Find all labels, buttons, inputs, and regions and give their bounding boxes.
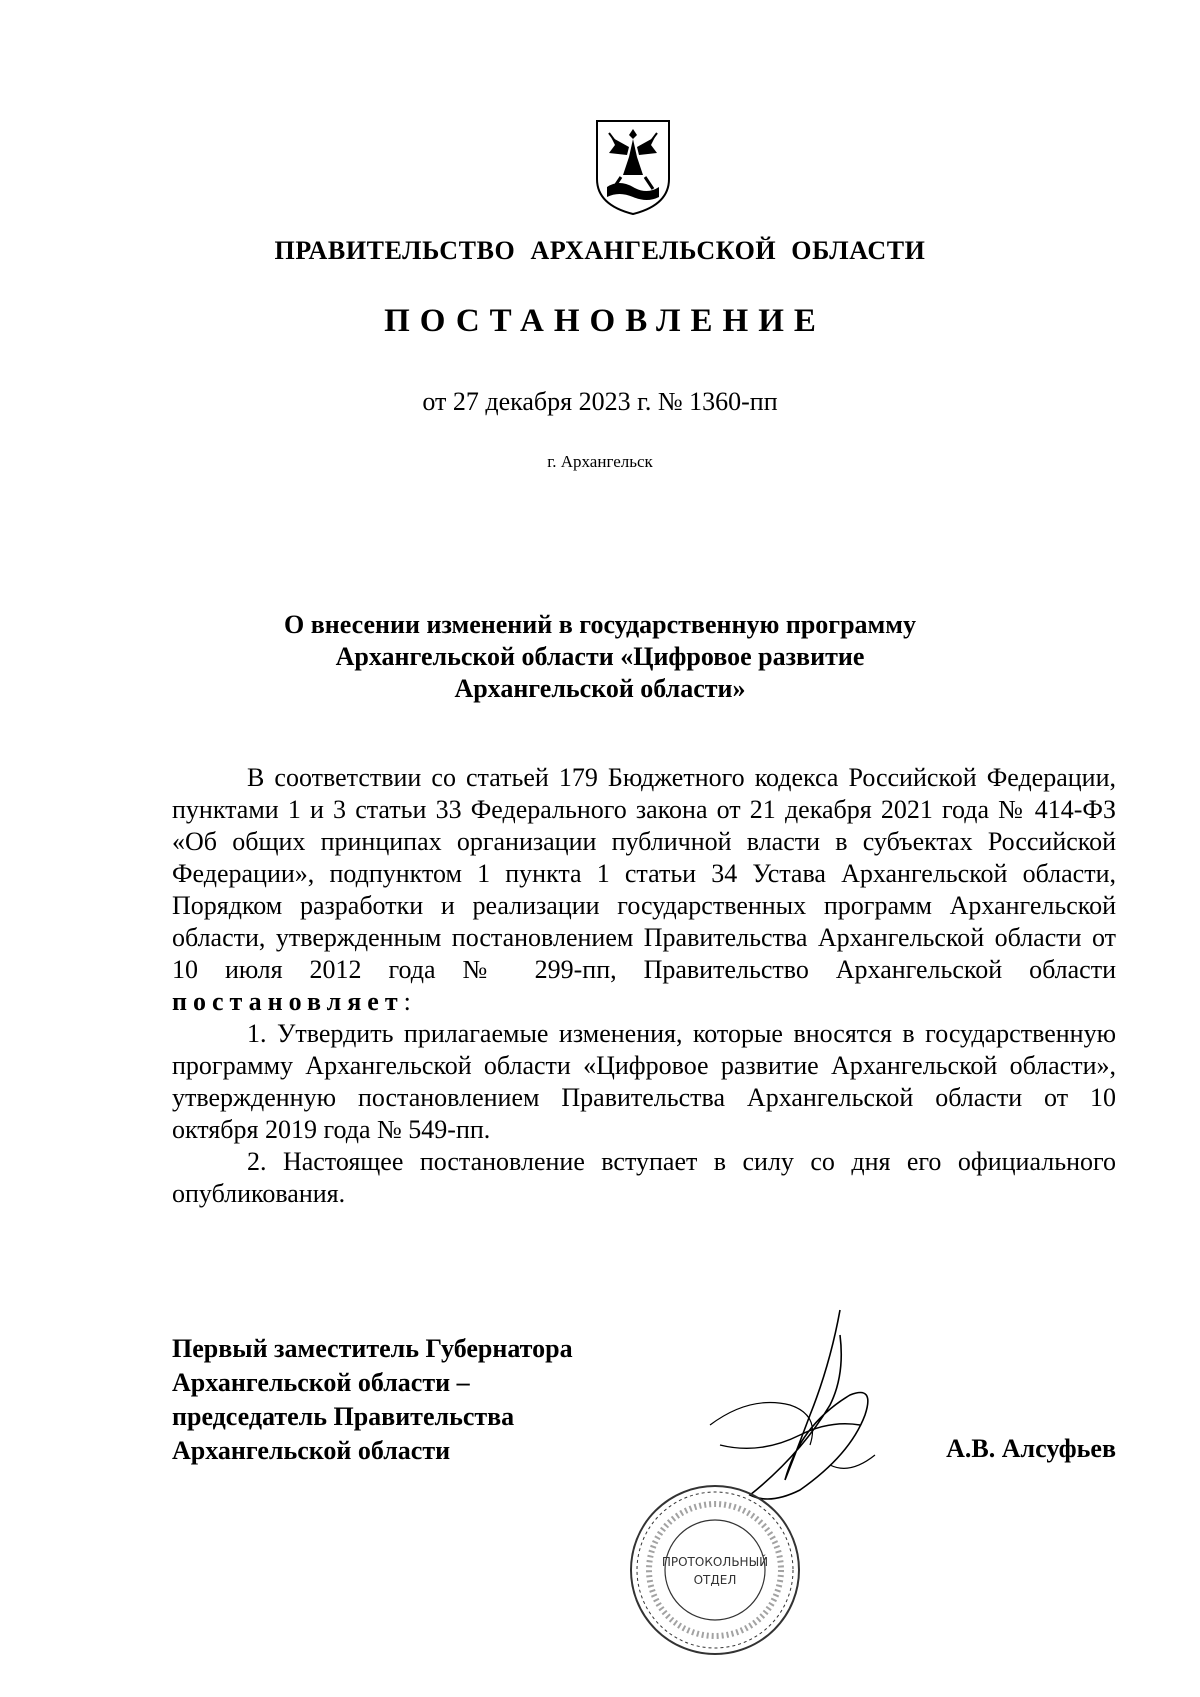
signer-position-line: председатель Правительства [172,1402,515,1431]
document-city: г. Архангельск [547,452,653,471]
signer-name: А.В. Алсуфьев [946,1434,1116,1463]
document-subject [0,609,1200,705]
signer-position [172,1332,573,1468]
subject-line: Архангельской области «Цифровое развитие [335,642,865,671]
coat-of-arms-icon [593,117,673,217]
stamp-inner-line: ПРОТОКОЛЬНЫЙ [661,1555,769,1569]
item-paragraph-2: 2. Настоящее постановление вступает в силу со дня его официального опубликования. [172,1147,1116,1208]
decrees-word: постановляет [172,987,404,1016]
document-type: ПОСТАНОВЛЕНИЕ [384,303,826,339]
round-seal-stamp-icon [625,1480,805,1660]
signer-position-line: Архангельской области – [172,1368,470,1397]
signer-position-line: Архангельской области [172,1436,451,1465]
document-date-number: от 27 декабря 2023 г. № 1360-пп [422,387,778,416]
subject-line: О внесении изменений в государственную программу [284,610,916,639]
signer-position-line: Первый заместитель Губернатора [172,1334,573,1363]
government-title: ПРАВИТЕЛЬСТВО АРХАНГЕЛЬСКОЙ ОБЛАСТИ [274,236,926,265]
preamble-text: В соответствии со статьей 179 Бюджетного кодекса Российской Федерации, пунктами 1 и 3 статьи 33 Федерального закона от 21 декабря 2021 года № 414-ФЗ «Об общих принципах организации публичной власти в субъектах Российской Федерации», подпунктом 1 пункта 1 статьи 34 Устава Архангельской области, Порядком разработки и реализации государственных программ Архангельской области, утвержденным постановлением Правительства Архангельской области от 10 июля 2012 года № 299-пп, Правительство Архангельской области [172,763,1116,984]
decrees-colon: : [403,987,411,1016]
preamble-paragraph [172,762,1116,1018]
document-body [172,762,1116,1210]
subject-line: Архангельской области» [454,674,746,703]
item-paragraph-1: 1. Утвердить прилагаемые изменения, которые вносятся в государственную программу Архангельской области «Цифровое развитие Архангельской области», утвержденную постановлением Правительства Архангельской области от 10 октября 2019 года № 549-пп. [172,1019,1116,1144]
stamp-inner-line: ОТДЕЛ [693,1573,737,1587]
stamp-graphic [625,1480,805,1660]
